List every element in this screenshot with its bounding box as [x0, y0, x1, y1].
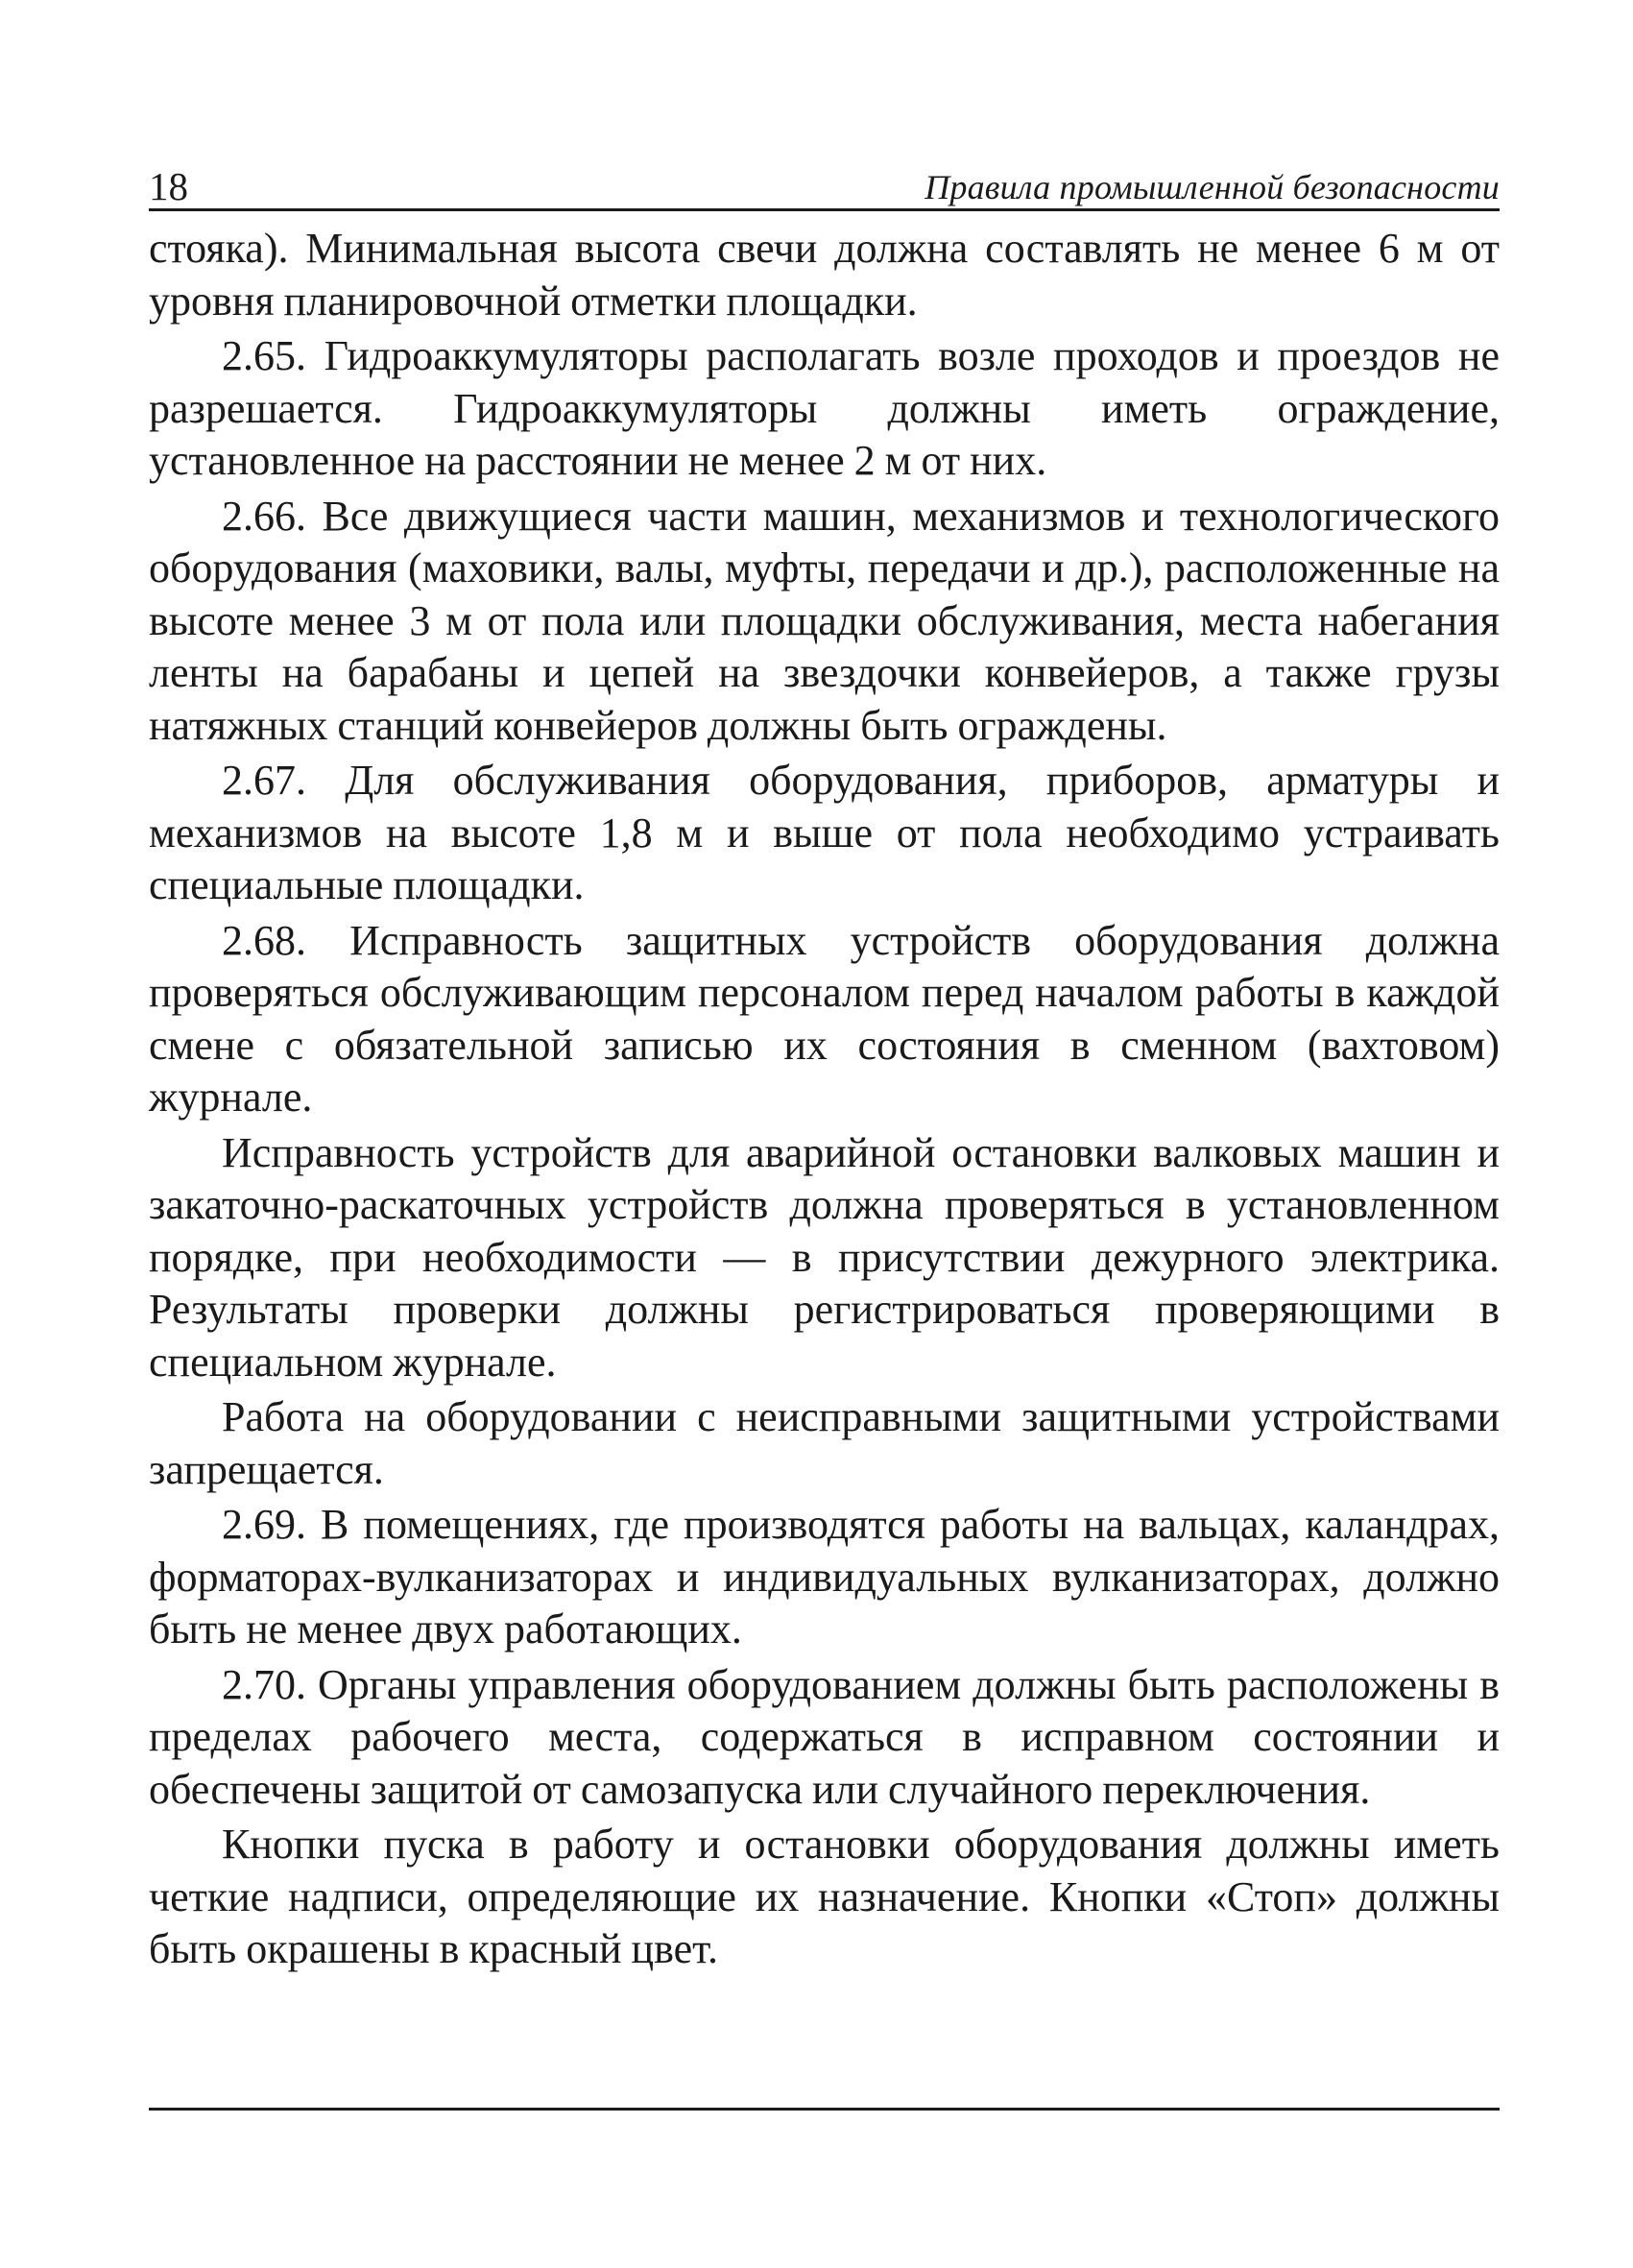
paragraph-2-70: 2.70. Органы управления оборудованием должны быть расположены в пределах рабочего места, содержаться в исправном состоянии и обеспечены защитой от самозапуска или случайного переключения.: [149, 1660, 1500, 1813]
footer-rule: [149, 2108, 1500, 2111]
page-number: 18: [149, 164, 188, 208]
paragraph-2-65: 2.65. Гидроаккумуляторы располагать возле проходов и проездов не разрешается. Гидроаккумуляторы должны иметь ограждение, установленное на расстоянии не менее 2 м от них.: [149, 332, 1500, 484]
paragraph-faulty-guards-prohibited: Работа на оборудовании с неисправными защитными устройствами запрещается.: [149, 1393, 1500, 1493]
paragraph-2-67: 2.67. Для обслуживания оборудования, приборов, арматуры и механизмов на высоте 1,8 м и выше от пола необходимо устраивать специальные площадки.: [149, 757, 1500, 908]
paragraph-emergency-stop-check: Исправность устройств для аварийной остановки валковых машин и закаточно-раскаточных устройств должна проверяться в установленном порядке, при необходимости — в присутствии дежурного электрика. Результаты проверки должны регистрироваться проверяющими в специальном журнале.: [149, 1128, 1500, 1386]
body-text: [149, 223, 1500, 1976]
running-header: [149, 158, 1500, 211]
paragraph-2-69: 2.69. В помещениях, где производятся работы на вальцах, каландрах, форматорах-вулканизаторах и индивидуальных вулканизаторах, должно быть не менее двух работающих.: [149, 1501, 1500, 1653]
paragraph-stop-buttons: Кнопки пуска в работу и остановки оборудования должны иметь четкие надписи, определяющие их назначение. Кнопки «Стоп» должны быть окрашены в красный цвет.: [149, 1821, 1500, 1972]
paragraph-continuation: стояка). Минимальная высота свечи должна составлять не менее 6 м от уровня планировочной отметки площадки.: [149, 225, 1500, 325]
paragraph-2-68: 2.68. Исправность защитных устройств оборудования должна проверяться обслуживающим персоналом перед началом работы в каждой смене с обязательной записью их состояния в сменном (вахтовом) журнале.: [149, 916, 1500, 1121]
running-title: Правила промышленной безопасности: [925, 168, 1500, 206]
paragraph-2-66: 2.66. Все движущиеся части машин, механизмов и технологического оборудования (маховики, валы, муфты, передачи и др.), расположенные на высоте менее 3 м от пола или площадки обслуживания, места набегания ленты на барабаны и цепей на звездочки конвейеров, а также грузы натяжных станций конвейеров должны быть ограждены.: [149, 492, 1500, 749]
